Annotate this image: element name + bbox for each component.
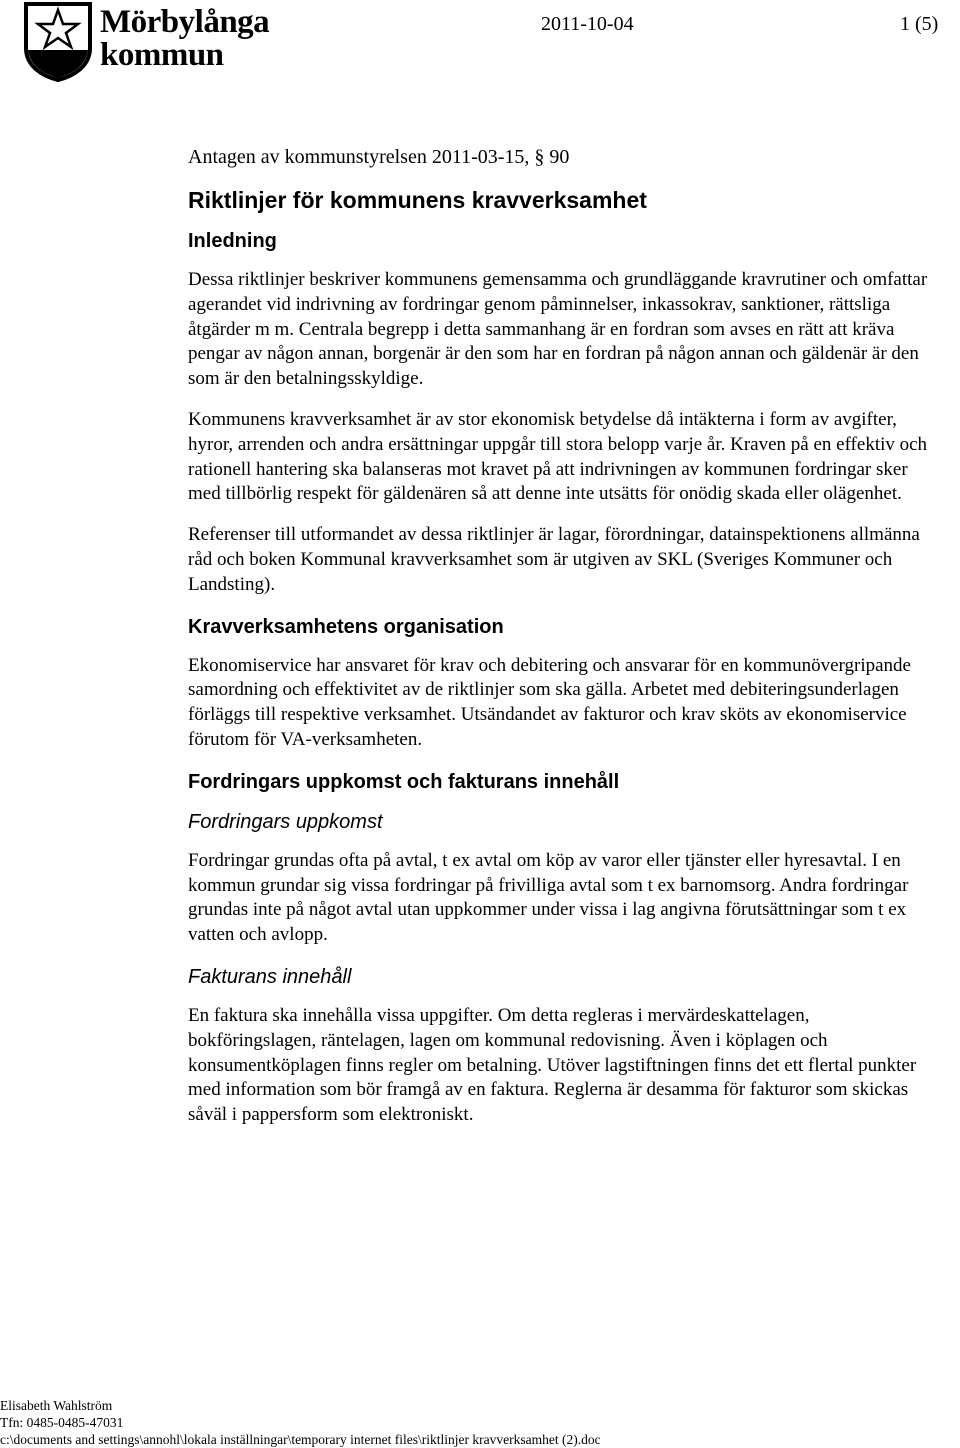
subsection-heading-fakturans-innehall: Fakturans innehåll [188, 965, 352, 988]
footer-author: Elisabeth Wahlström [0, 1398, 113, 1413]
document-date: 2011-10-04 [541, 13, 634, 35]
paragraph: Ekonomiservice har ansvaret för krav och debitering och ansvarar för en kommunövergripande samordning och effektivitet av de riktlinjer som ska gälla. Arbetet med debiteringsunderlagen förläggs till respektive verksamhet. Utsändandet av fakturor och krav sköts av ekonomiservice förutom för VA-verksamheten. [188, 654, 911, 750]
section-heading-fordringar: Fordringars uppkomst och fakturans innehåll [188, 770, 620, 793]
paragraph: Dessa riktlinjer beskriver kommunens gemensamma och grundläggande kravrutiner och omfattar agerandet vid indrivning av fordringar genom påminnelser, inkassokrav, sanktioner, rättsliga åtgärder m m. Centrala begrepp i detta sammanhang är en fordran som avses en rätt att kräva pengar av någon annan, borgenär är den som har en fordran på någon annan och gäldenär är den som är den betalningsskyldige. [188, 269, 928, 390]
logo-text-kommun: kommun [100, 37, 224, 73]
paragraph: Referenser till utformandet av dessa riktlinjer är lagar, förordningar, datainspektionens allmänna råd och boken Kommunal kravverksamhet som är utgiven av SKL (Sveriges Kommuner och Landsting). [188, 524, 920, 595]
paragraph: En faktura ska innehålla vissa uppgifter. Om detta regleras i mervärdeskattelagen, bokföringslagen, räntelagen, lagen om kommunal redovisning. Även i köplagen och konsumentköplagen finns regler om betalning. Utöver lagstiftningen finns det ett flertal punkter med information som bör framgå av en faktura. Reglerna är desamma för fakturor som skickas såväl i pappersform som elektroniskt. [188, 1004, 917, 1126]
adoption-note: Antagen av kommunstyrelsen 2011-03-15, § 90 [188, 146, 570, 168]
document-body [188, 145, 936, 1144]
footer-file-path: c:\documents and settings\annohl\lokala inställningar\temporary internet files\riktlinjer kravverksamhet (2).doc [0, 1432, 601, 1447]
municipality-logo [22, 0, 272, 82]
section-heading-inledning: Inledning [188, 230, 277, 252]
logo-text-mörbylånga: Mörbylånga [100, 4, 270, 40]
document-title: Riktlinjer för kommunens kravverksamhet [188, 187, 647, 213]
subsection-heading-fordringars-uppkomst: Fordringars uppkomst [188, 810, 383, 833]
coat-of-arms-icon [22, 0, 94, 82]
page-footer [0, 1397, 601, 1448]
paragraph: Fordringar grundas ofta på avtal, t ex avtal om köp av varor eller tjänster eller hyresavtal. I en kommun grundar sig vissa fordringar på frivilliga avtal som t ex barnomsorg. Andra fordringar grundas inte på något avtal utan uppkommer under vissa i lag angivna förutsättningar som t ex vatten och avlopp. [188, 849, 909, 946]
footer-phone: Tfn: 0485-0485-47031 [0, 1415, 124, 1430]
page-number: 1 (5) [900, 13, 939, 35]
paragraph: Kommunens kravverksamhet är av stor ekonomisk betydelse då intäkterna i form av avgifter, hyror, arrenden och andra ersättningar uppgår till stora belopp varje år. Kraven på en effektiv och rationell hantering ska balanseras mot kravet på att indrivningen av kommunen fordringar sker med tillbörlig respekt för gäldenären så att denne inte utsätts för onödig skada eller olägenhet. [188, 408, 928, 505]
section-heading-organisation: Kravverksamhetens organisation [188, 615, 504, 638]
